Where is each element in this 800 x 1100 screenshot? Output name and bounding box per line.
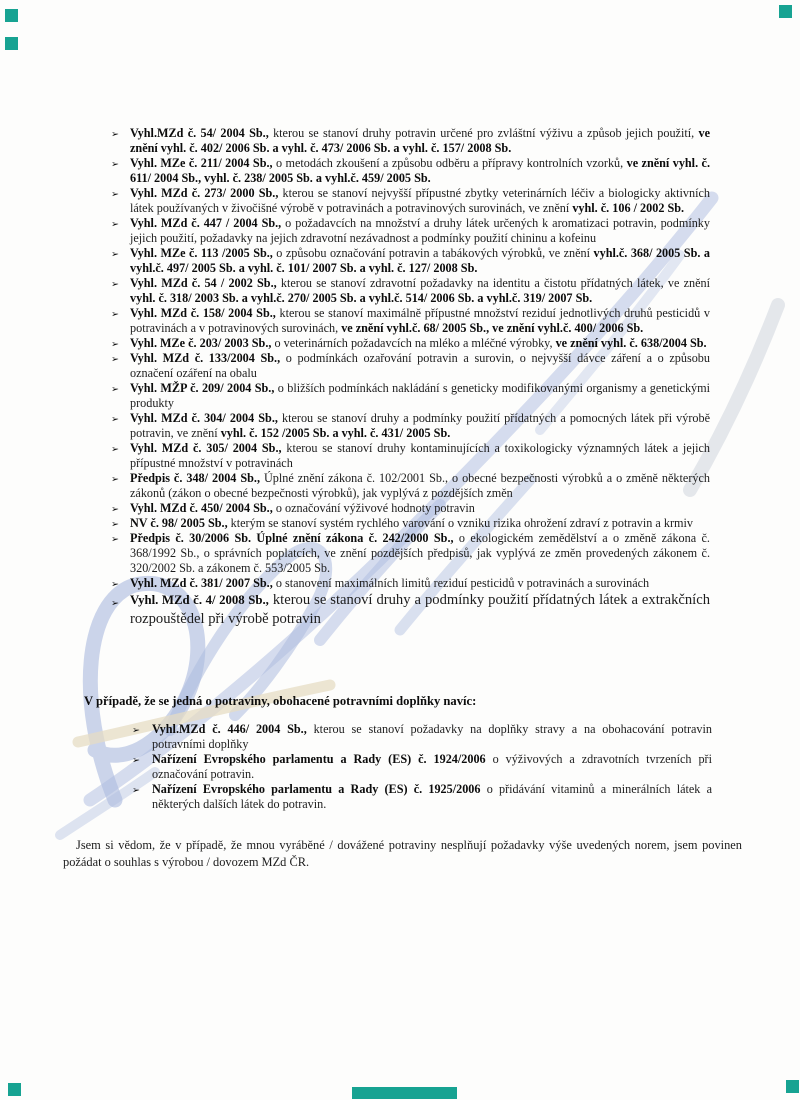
bullet-arrow-icon: ➢: [111, 504, 119, 515]
bullet-arrow-icon: ➢: [111, 534, 119, 545]
regulation-reference: Vyhl. MZd č. 305/ 2004 Sb.,: [130, 441, 282, 455]
regulation-reference: Vyhl. MZd č. 450/ 2004 Sb.,: [130, 501, 273, 515]
regulation-item: [110, 381, 710, 411]
regulation-list-main: [110, 126, 710, 629]
regulation-reference: Vyhl. MZe č. 203/ 2003 Sb.,: [130, 336, 272, 350]
scan-marker-bottom-left: [8, 1083, 21, 1096]
regulation-description: kterou se stanoví druhy kontaminujících a toxikologicky významných látek a jejich přípustné množství v potravinách: [130, 441, 710, 470]
regulation-reference: Vyhl. MŽP č. 209/ 2004 Sb.,: [130, 381, 275, 395]
regulation-reference: ve znění vyhl. č. 638/2004 Sb.: [555, 336, 707, 350]
regulation-reference: Vyhl. MZe č. 113 /2005 Sb.,: [130, 246, 273, 260]
regulation-description: o označování výživové hodnoty potravin: [272, 501, 475, 515]
regulation-reference: Vyhl.MZd č. 446/ 2004 Sb.,: [152, 722, 307, 736]
regulation-reference: Vyhl. MZd č. 273/ 2000 Sb.,: [130, 186, 279, 200]
regulation-description: kterou se stanoví maximálně přípustné množství reziduí jednotlivých druhů pesticidů v potravinách a v potravinových surovinách,: [130, 306, 711, 335]
regulation-description: o požadavcích na množství a druhy látek určených k aromatizaci potravin, podmínky jejich použití, požadavky na jejich zdravotní nezávadnost a podmínky použití chininu a kofeinu: [130, 216, 710, 245]
bullet-arrow-icon: ➢: [111, 444, 119, 455]
regulation-description: o přidávání vitaminů a minerálních látek a některých dalších látek do potravin.: [152, 782, 712, 811]
regulation-item: [110, 351, 710, 381]
regulation-reference: Předpis č. 30/2006 Sb. Úplné znění zákona č. 242/2000 Sb.,: [130, 531, 454, 545]
bullet-arrow-icon: ➢: [111, 414, 119, 425]
regulation-reference: Vyhl. MZd č. 133/2004 Sb.,: [130, 351, 281, 365]
bullet-arrow-icon: ➢: [111, 598, 119, 609]
regulation-item: [110, 246, 710, 276]
bullet-arrow-icon: ➢: [111, 579, 119, 590]
regulation-reference: vyhl. č. 318/ 2003 Sb. a vyhl.č. 270/ 2005 Sb. a vyhl.č. 514/ 2006 Sb. a vyhl.č. 319/ 2007 Sb.: [130, 291, 593, 305]
regulation-description: kterým se stanoví systém rychlého varování o vzniku rizika ohrožení zdraví z potravin a krmiv: [227, 516, 693, 530]
regulation-item: [110, 516, 710, 531]
regulation-description: kterou se stanoví požadavky na doplňky stravy a na obohacování potravin potravními doplňky: [152, 722, 712, 751]
regulation-description: o bližších podmínkách nakládání s geneticky modifikovanými organismy a genetickými produkty: [130, 381, 710, 410]
regulation-reference: Vyhl. MZe č. 211/ 2004 Sb.,: [130, 156, 273, 170]
regulation-reference: Vyhl. MZd č. 304/ 2004 Sb.,: [130, 411, 278, 425]
bullet-arrow-icon: ➢: [111, 354, 119, 365]
regulation-reference: Nařízení Evropského parlamentu a Rady (ES) č. 1925/2006: [152, 782, 481, 796]
regulation-item: [110, 306, 710, 336]
bullet-arrow-icon: ➢: [111, 339, 119, 350]
regulation-item: [110, 531, 710, 576]
regulation-reference: Vyhl.MZd č. 54/ 2004 Sb.,: [130, 126, 269, 140]
regulation-description: o ekologickém zemědělství a o změně zákona č. 368/1992 Sb., o správních poplatcích, ve znění pozdějších předpisů, jak vyplývá ze změn provedených zákonem č. 320/2002 Sb. a zákonem č. 553/2005 Sb.: [130, 531, 710, 575]
regulation-description: o stanovení maximálních limitů reziduí pesticidů v potravinách a surovinách: [272, 576, 650, 590]
bullet-arrow-icon: ➢: [111, 249, 119, 260]
regulation-reference: ve znění vyhl. č. 611/ 2004 Sb., vyhl. č. 238/ 2005 Sb. a vyhl.č. 459/ 2005 Sb.: [130, 156, 710, 185]
regulation-item: [110, 156, 710, 186]
regulation-description: o výživových a zdravotních tvrzeních při označování potravin.: [152, 752, 712, 781]
regulation-description: kterou se stanoví druhy a podmínky použití přídatných látek a extrakčních rozpouštědel při výrobě potravin: [130, 592, 710, 627]
regulation-description: o metodách zkoušení a způsobu odběru a přípravy kontrolních vzorků,: [272, 156, 627, 170]
regulation-reference: Vyhl. MZd č. 158/ 2004 Sb.,: [130, 306, 276, 320]
bullet-arrow-icon: ➢: [111, 474, 119, 485]
regulation-description: kterou se stanoví zdravotní požadavky na identitu a čistotu přídatných látek, ve znění: [276, 276, 711, 290]
regulation-item: [110, 186, 710, 216]
regulation-reference: Vyhl. MZd č. 54 / 2002 Sb.,: [130, 276, 277, 290]
regulation-item: [110, 336, 710, 351]
regulation-reference: vyhl. č. 106 / 2002 Sb.: [572, 201, 685, 215]
scan-marker-top-left-2: [5, 37, 18, 50]
regulation-item: [110, 576, 710, 591]
regulation-item: [131, 722, 712, 752]
regulation-reference: Nařízení Evropského parlamentu a Rady (ES) č. 1924/2006: [152, 752, 486, 766]
regulation-reference: Vyhl. MZd č. 4/ 2008 Sb.,: [130, 593, 269, 607]
regulation-item: [110, 501, 710, 516]
bullet-arrow-icon: ➢: [111, 384, 119, 395]
bullet-arrow-icon: ➢: [111, 519, 119, 530]
regulation-description: kterou se stanoví druhy a podmínky použití přídatných a pomocných látek při výrobě potravin, ve znění: [130, 411, 710, 440]
regulation-description: Úplné znění zákona č. 102/2001 Sb., o obecné bezpečnosti výrobků a o změně některých zákonů (zákon o obecné bezpečnosti výrobků), jak vyplývá z pozdějších změn: [130, 471, 710, 500]
scan-marker-top-right: [779, 5, 792, 18]
regulation-reference: Vyhl. MZd č. 381/ 2007 Sb.,: [130, 576, 273, 590]
regulation-description: o způsobu označování potravin a tabákových výrobků, ve znění: [272, 246, 594, 260]
regulation-description: kterou se stanoví druhy potravin určené pro zvláštní výživu a způsob jejich použití,: [268, 126, 699, 140]
scan-marker-top-left-1: [5, 9, 18, 22]
scan-marker-bottom-right: [786, 1080, 799, 1093]
regulation-reference: vyhl. č. 152 /2005 Sb. a vyhl. č. 431/ 2005 Sb.: [220, 426, 451, 440]
scan-marker-bottom-bar: [352, 1087, 457, 1099]
bullet-arrow-icon: ➢: [132, 725, 140, 736]
bullet-arrow-icon: ➢: [132, 785, 140, 796]
regulation-item: [110, 411, 710, 441]
regulation-description: o podmínkách ozařování potravin a surovin, o nejvyšší dávce záření a o způsobu označení ozáření na obalu: [130, 351, 710, 380]
closing-declaration-paragraph: Jsem si vědom, že v případě, že mnou vyráběné / dovážené potraviny nesplňují požadavky výše uvedených norem, jsem povinen požádat o souhlas s výrobou / dovozem MZd ČR.: [63, 838, 742, 869]
regulation-description: o veterinárních požadavcích na mléko a mléčné výrobky,: [271, 336, 556, 350]
regulation-description: kterou se stanoví nejvyšší přípustné zbytky veterinárních léčiv a biologicky aktivních látek používaných v živočišné výrobě v potravinách a potravinových surovinách, ve znění: [130, 186, 711, 215]
regulation-item: [110, 591, 710, 629]
regulation-reference: Vyhl. MZd č. 447 / 2004 Sb.,: [130, 216, 282, 230]
regulation-reference: ve znění vyhl. č. 402/ 2006 Sb. a vyhl. č. 473/ 2006 Sb. a vyhl. č. 157/ 2008 Sb.: [130, 126, 711, 155]
regulation-reference: ve znění vyhl.č. 68/ 2005 Sb., ve znění vyhl.č. 400/ 2006 Sb.: [341, 321, 644, 335]
regulation-item: [131, 782, 712, 812]
regulation-item: [110, 471, 710, 501]
regulation-reference: NV č. 98/ 2005 Sb.,: [130, 516, 228, 530]
bullet-arrow-icon: ➢: [132, 755, 140, 766]
regulation-item: [110, 126, 710, 156]
section-heading-supplements: V případě, že se jedná o potraviny, obohacené potravními doplňky navíc:: [84, 694, 477, 708]
regulation-reference: Předpis č. 348/ 2004 Sb.,: [130, 471, 261, 485]
bullet-arrow-icon: ➢: [111, 309, 119, 320]
regulation-list-supplements: [131, 722, 712, 812]
regulation-item: [110, 216, 710, 246]
document-content: [0, 126, 800, 871]
bullet-arrow-icon: ➢: [111, 129, 119, 140]
bullet-arrow-icon: ➢: [111, 189, 119, 200]
bullet-arrow-icon: ➢: [111, 159, 119, 170]
regulation-item: [131, 752, 712, 782]
regulation-item: [110, 441, 710, 471]
regulation-item: [110, 276, 710, 306]
regulation-reference: vyhl.č. 368/ 2005 Sb. a vyhl.č. 497/ 2005 Sb. a vyhl. č. 101/ 2007 Sb. a vyhl. č. 127/ 2008 Sb.: [130, 246, 710, 275]
bullet-arrow-icon: ➢: [111, 219, 119, 230]
bullet-arrow-icon: ➢: [111, 279, 119, 290]
